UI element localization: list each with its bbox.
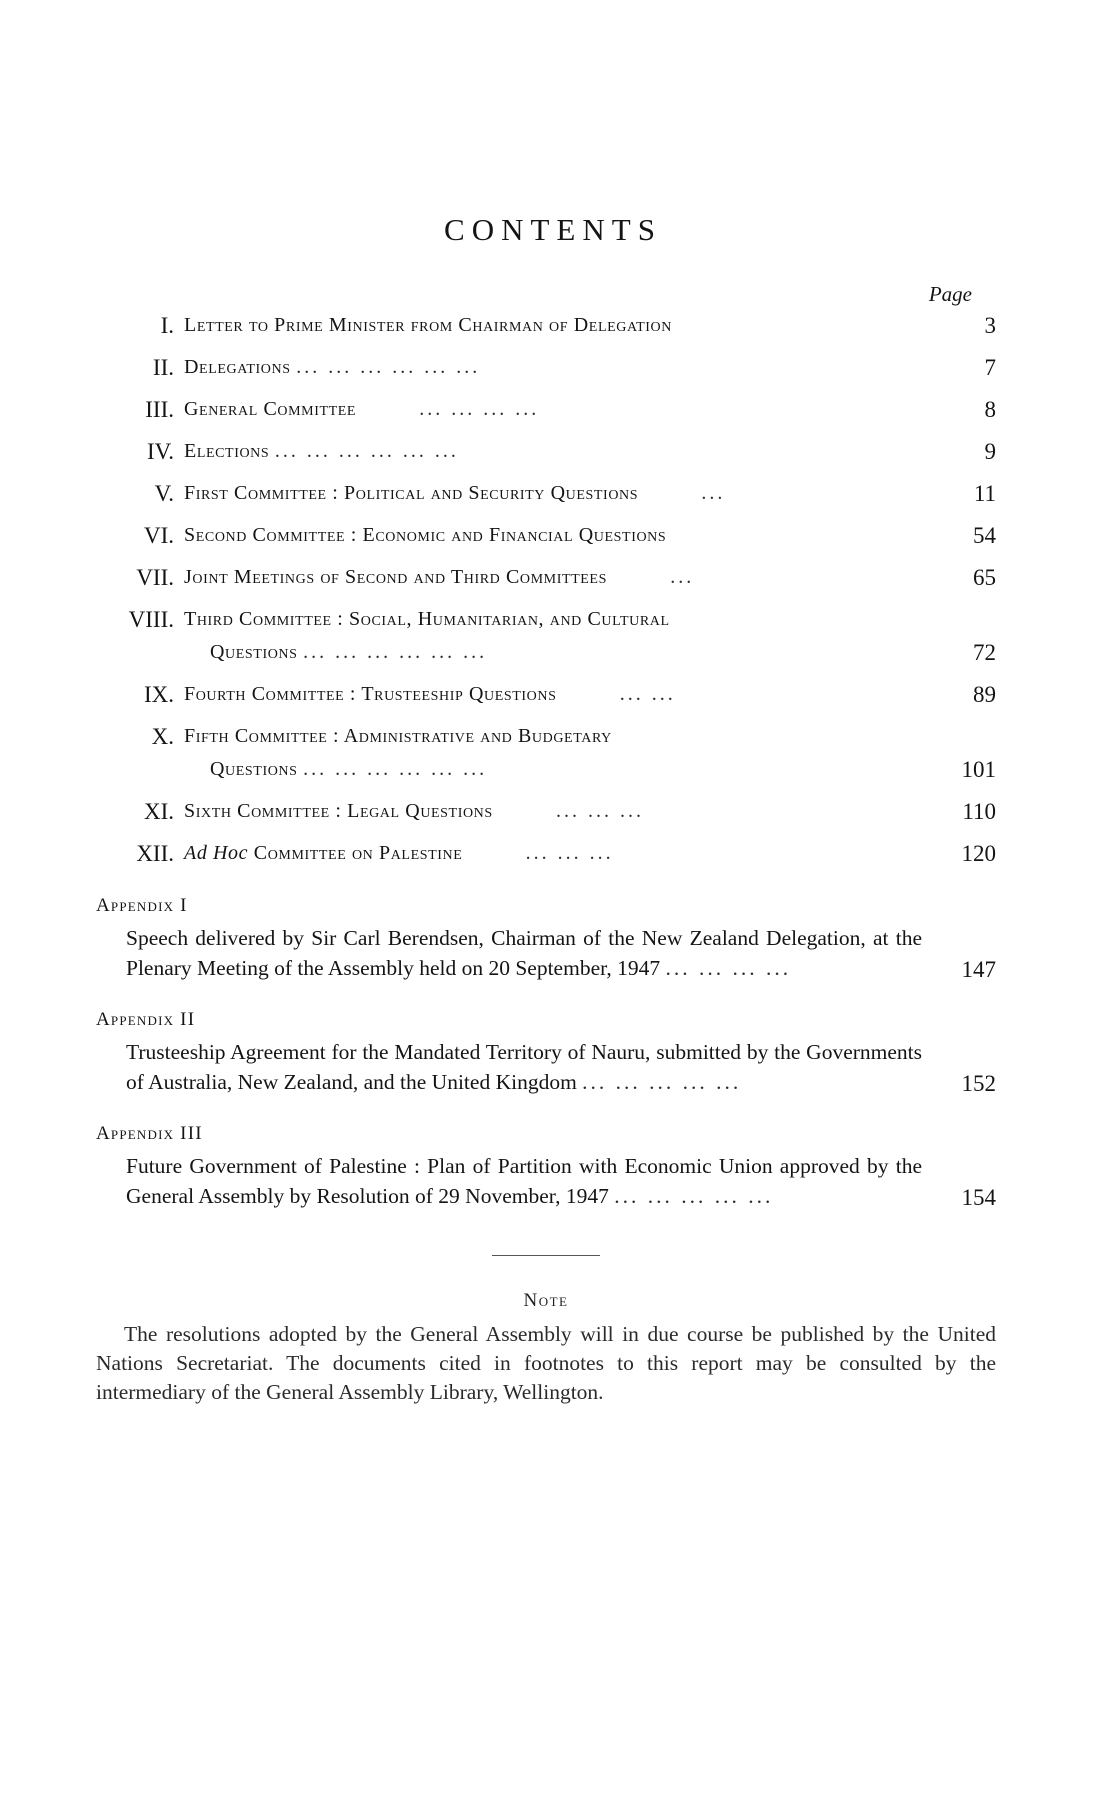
- appendix-leaders: ... ... ... ... ...: [614, 1184, 774, 1208]
- toc-entry[interactable]: [96, 478, 996, 509]
- toc-numeral: VII.: [136, 565, 174, 590]
- toc-entry[interactable]: [96, 310, 996, 341]
- toc-page-number: 72: [973, 640, 996, 665]
- appendix-text: Speech delivered by Sir Carl Berendsen, Chairman of the New Zealand Delegation, at the Plenary Meeting of the Assembly held on 20 September, 1947: [126, 926, 922, 980]
- toc-page-number: 3: [984, 313, 996, 338]
- toc-page-number: 54: [973, 523, 996, 548]
- note-heading: Note: [523, 1290, 569, 1311]
- toc-page-number: 8: [984, 397, 996, 422]
- note-section: [96, 1290, 996, 1407]
- toc-entry[interactable]: [96, 562, 996, 593]
- toc-leaders: ... ... ...: [556, 800, 645, 822]
- toc-label: [184, 478, 922, 509]
- toc-title: Letter to Prime Minister from Chairman of Delegation: [184, 314, 672, 336]
- appendix-text: Trusteeship Agreement for the Mandated Territory of Nauru, submitted by the Governments of Australia, New Zealand, and the United Kingdom: [126, 1040, 922, 1094]
- toc-label-line2: [174, 637, 922, 668]
- table-of-contents: [96, 310, 996, 869]
- toc-leaders: ... ... ...: [525, 842, 614, 864]
- toc-numeral: I.: [160, 313, 174, 338]
- appendix-text: Future Government of Palestine : Plan of Partition with Economic Union approved by the General Assembly by Resolution of 29 November, 1947: [126, 1154, 922, 1208]
- toc-title-line2: Questions: [210, 641, 298, 663]
- toc-title-italic: Ad Hoc: [184, 842, 249, 864]
- toc-numeral: XII.: [136, 841, 174, 866]
- toc-entry-continuation[interactable]: [96, 637, 996, 668]
- appendix-page-number: 152: [961, 1071, 996, 1096]
- toc-entry[interactable]: [96, 436, 996, 467]
- appendix-row[interactable]: [96, 1151, 996, 1211]
- toc-title: Fourth Committee : Trusteeship Questions: [184, 683, 557, 705]
- toc-leaders: ... ...: [619, 683, 676, 705]
- toc-title: Joint Meetings of Second and Third Committees: [184, 566, 607, 588]
- toc-leaders: ...: [670, 566, 695, 588]
- appendix-section: [96, 1123, 996, 1211]
- toc-numeral: II.: [152, 355, 174, 380]
- toc-page-number: 9: [984, 439, 996, 464]
- toc-numeral: VIII.: [128, 607, 174, 632]
- toc-page-number: 89: [973, 682, 996, 707]
- toc-numeral: VI.: [143, 523, 174, 548]
- toc-entry[interactable]: [96, 520, 996, 551]
- appendix-leaders: ... ... ... ... ...: [582, 1070, 742, 1094]
- page-column-label: Page: [928, 282, 972, 306]
- toc-leaders: ... ... ... ...: [419, 398, 540, 420]
- toc-title: Second Committee : Economic and Financial Questions: [184, 524, 667, 546]
- toc-title: Fifth Committee : Administrative and Budgetary: [184, 725, 612, 747]
- toc-numeral: V.: [154, 481, 174, 506]
- toc-leaders: ... ... ... ... ... ...: [303, 758, 488, 780]
- appendix-row[interactable]: [96, 923, 996, 983]
- toc-leaders: ... ... ... ... ... ...: [303, 641, 488, 663]
- toc-page-number: 65: [973, 565, 996, 590]
- toc-entry[interactable]: [96, 604, 996, 635]
- toc-entry[interactable]: [96, 796, 996, 827]
- appendix-page-number: 154: [961, 1185, 996, 1210]
- toc-numeral: IV.: [146, 439, 174, 464]
- toc-label: [184, 436, 922, 467]
- appendix-page-number: 147: [961, 957, 996, 982]
- appendix-description: [96, 1151, 922, 1211]
- toc-label: [184, 838, 922, 869]
- toc-title: Elections: [184, 440, 270, 462]
- appendix-leaders: ... ... ... ...: [665, 956, 792, 980]
- page-column-header-row: [96, 282, 996, 308]
- toc-leaders: ... ... ... ... ... ...: [274, 440, 459, 462]
- toc-leaders: ...: [701, 482, 726, 504]
- toc-entry[interactable]: [96, 838, 996, 869]
- toc-page-number: 110: [962, 799, 996, 824]
- toc-title: Sixth Committee : Legal Questions: [184, 800, 493, 822]
- toc-page-number: 120: [961, 841, 996, 866]
- toc-label: [184, 310, 922, 341]
- toc-entry-continuation[interactable]: [96, 754, 996, 785]
- appendix-section: [96, 1009, 996, 1097]
- toc-label: [184, 679, 922, 710]
- toc-numeral: IX.: [143, 682, 174, 707]
- toc-numeral: XI.: [143, 799, 174, 824]
- note-body: The resolutions adopted by the General Assembly will in due course be published by the United Nations Secretariat. The documents cited in footnotes to this report may be consulted by the intermediary of the General Assembly Library, Wellington.: [96, 1322, 996, 1404]
- toc-entry[interactable]: [96, 721, 996, 752]
- appendix-label: Appendix I: [96, 895, 188, 916]
- toc-label: [184, 352, 922, 383]
- appendix-description: [96, 923, 922, 983]
- toc-title: General Committee: [184, 398, 357, 420]
- appendix-section: [96, 895, 996, 983]
- appendix-label: Appendix II: [96, 1009, 196, 1030]
- toc-page-number: 11: [973, 481, 996, 506]
- toc-label: [184, 520, 922, 551]
- toc-entry[interactable]: [96, 394, 996, 425]
- toc-label: [184, 394, 922, 425]
- toc-title: Delegations: [184, 356, 291, 378]
- toc-numeral: X.: [151, 724, 174, 749]
- appendix-row[interactable]: [96, 1037, 996, 1097]
- appendix-description: [96, 1037, 922, 1097]
- page-title: CONTENTS: [444, 212, 662, 247]
- section-divider: [492, 1255, 600, 1256]
- toc-label: [184, 721, 922, 752]
- contents-block: [96, 212, 996, 1407]
- toc-entry[interactable]: [96, 352, 996, 383]
- toc-label: [184, 562, 922, 593]
- toc-entry[interactable]: [96, 679, 996, 710]
- toc-title-line2: Questions: [210, 758, 298, 780]
- appendix-label: Appendix III: [96, 1123, 203, 1144]
- toc-numeral: III.: [145, 397, 174, 422]
- toc-label: [184, 796, 922, 827]
- toc-page-number: 7: [984, 355, 996, 380]
- toc-label: [184, 604, 922, 635]
- toc-label-line2: [174, 754, 922, 785]
- toc-page-number: 101: [961, 757, 996, 782]
- toc-title: First Committee : Political and Security Questions: [184, 482, 639, 504]
- toc-title: Committee on Palestine: [253, 842, 463, 864]
- toc-title: Third Committee : Social, Humanitarian, and Cultural: [184, 608, 670, 630]
- toc-leaders: ... ... ... ... ... ...: [296, 356, 481, 378]
